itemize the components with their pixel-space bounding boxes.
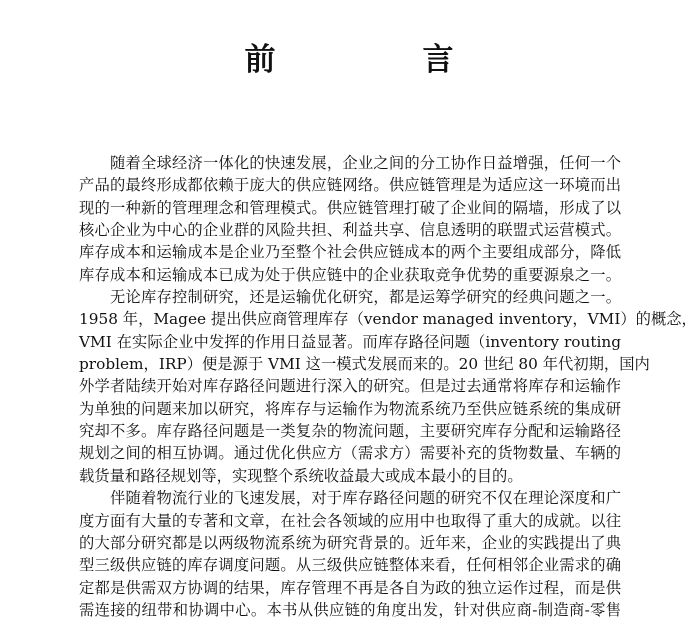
text-line: 现的一种新的管理理念和管理模式。供应链管理打破了企业间的隔墙，形成了以	[79, 198, 621, 217]
text-line: 需连接的纽带和协调中心。本书从供应链的角度出发，针对供应商-制造商-零售	[79, 600, 621, 619]
text-line: 伴随着物流行业的飞速发展，对于库存路径问题的研究不仅在理论深度和广	[110, 489, 621, 508]
text-line: 随着全球经济一体化的快速发展，企业之间的分工协作日益增强，任何一个	[110, 154, 621, 172]
body-text	[79, 152, 697, 621]
text-line: 型三级供应链的库存调度问题。从三级供应链整体来看，任何相邻企业需求的确	[79, 556, 621, 575]
text-line: 外学者陆续开始对库存路径问题进行深入的研究。但是过去通常将库存和运输作	[79, 377, 621, 396]
text-line: 库存成本和运输成本是企业乃至整个社会供应链成本的两个主要组成部分，降低	[79, 243, 621, 262]
text-line: problem，IRP）便是源于 VMI 这一模式发展而来的。20 世纪 80 年代初期，国内	[79, 355, 650, 374]
text-line: 产品的最终形成都依赖于庞大的供应链网络。供应链管理是为适应这一环境而出	[79, 176, 621, 195]
text-line: 规划之间的相互协调。通过优化供应方（需求方）需要补充的货物数量、车辆的	[79, 444, 621, 463]
text-line: 核心企业为中心的企业群的风险共担、利益共享、信息透明的联盟式运营模式。	[79, 221, 621, 240]
text-line: VMI 在实际企业中发挥的作用日益显著。而库存路径问题（inventory routing	[79, 332, 621, 351]
paragraph-1	[79, 152, 621, 286]
text-line: 无论库存控制研究，还是运输优化研究，都是运筹学研究的经典问题之一。	[110, 288, 621, 307]
text-line: 究却不多。库存路径问题是一类复杂的物流问题，主要研究库存分配和运输路径	[79, 422, 621, 441]
text-line: 度方面有大量的专著和文章，在社会各领域的应用中也取得了重大的成就。以往	[79, 511, 621, 530]
text-line: 定都是供需双方协调的结果，库存管理不再是各自为政的独立运作过程，而是供	[79, 578, 621, 597]
text-line: 库存成本和运输成本已成为处于供应链中的企业获取竞争优势的重要源泉之一。	[79, 265, 621, 284]
page-title: 前 言	[244, 42, 512, 78]
paragraph-2	[79, 286, 697, 487]
text-line: 1958 年，Magee 提出供应商管理库存（vendor managed inventory，VMI）的概念，	[79, 310, 697, 329]
text-line: 的大部分研究都是以两级物流系统为研究背景的。近年来，企业的实践提出了典	[79, 533, 621, 552]
paragraph-3	[79, 487, 621, 621]
text-line: 载货量和路径规划等，实现整个系统收益最大或成本最小的目的。	[79, 466, 523, 485]
text-line: 为单独的问题来加以研究，将库存与运输作为物流系统乃至供应链系统的集成研	[79, 399, 621, 418]
